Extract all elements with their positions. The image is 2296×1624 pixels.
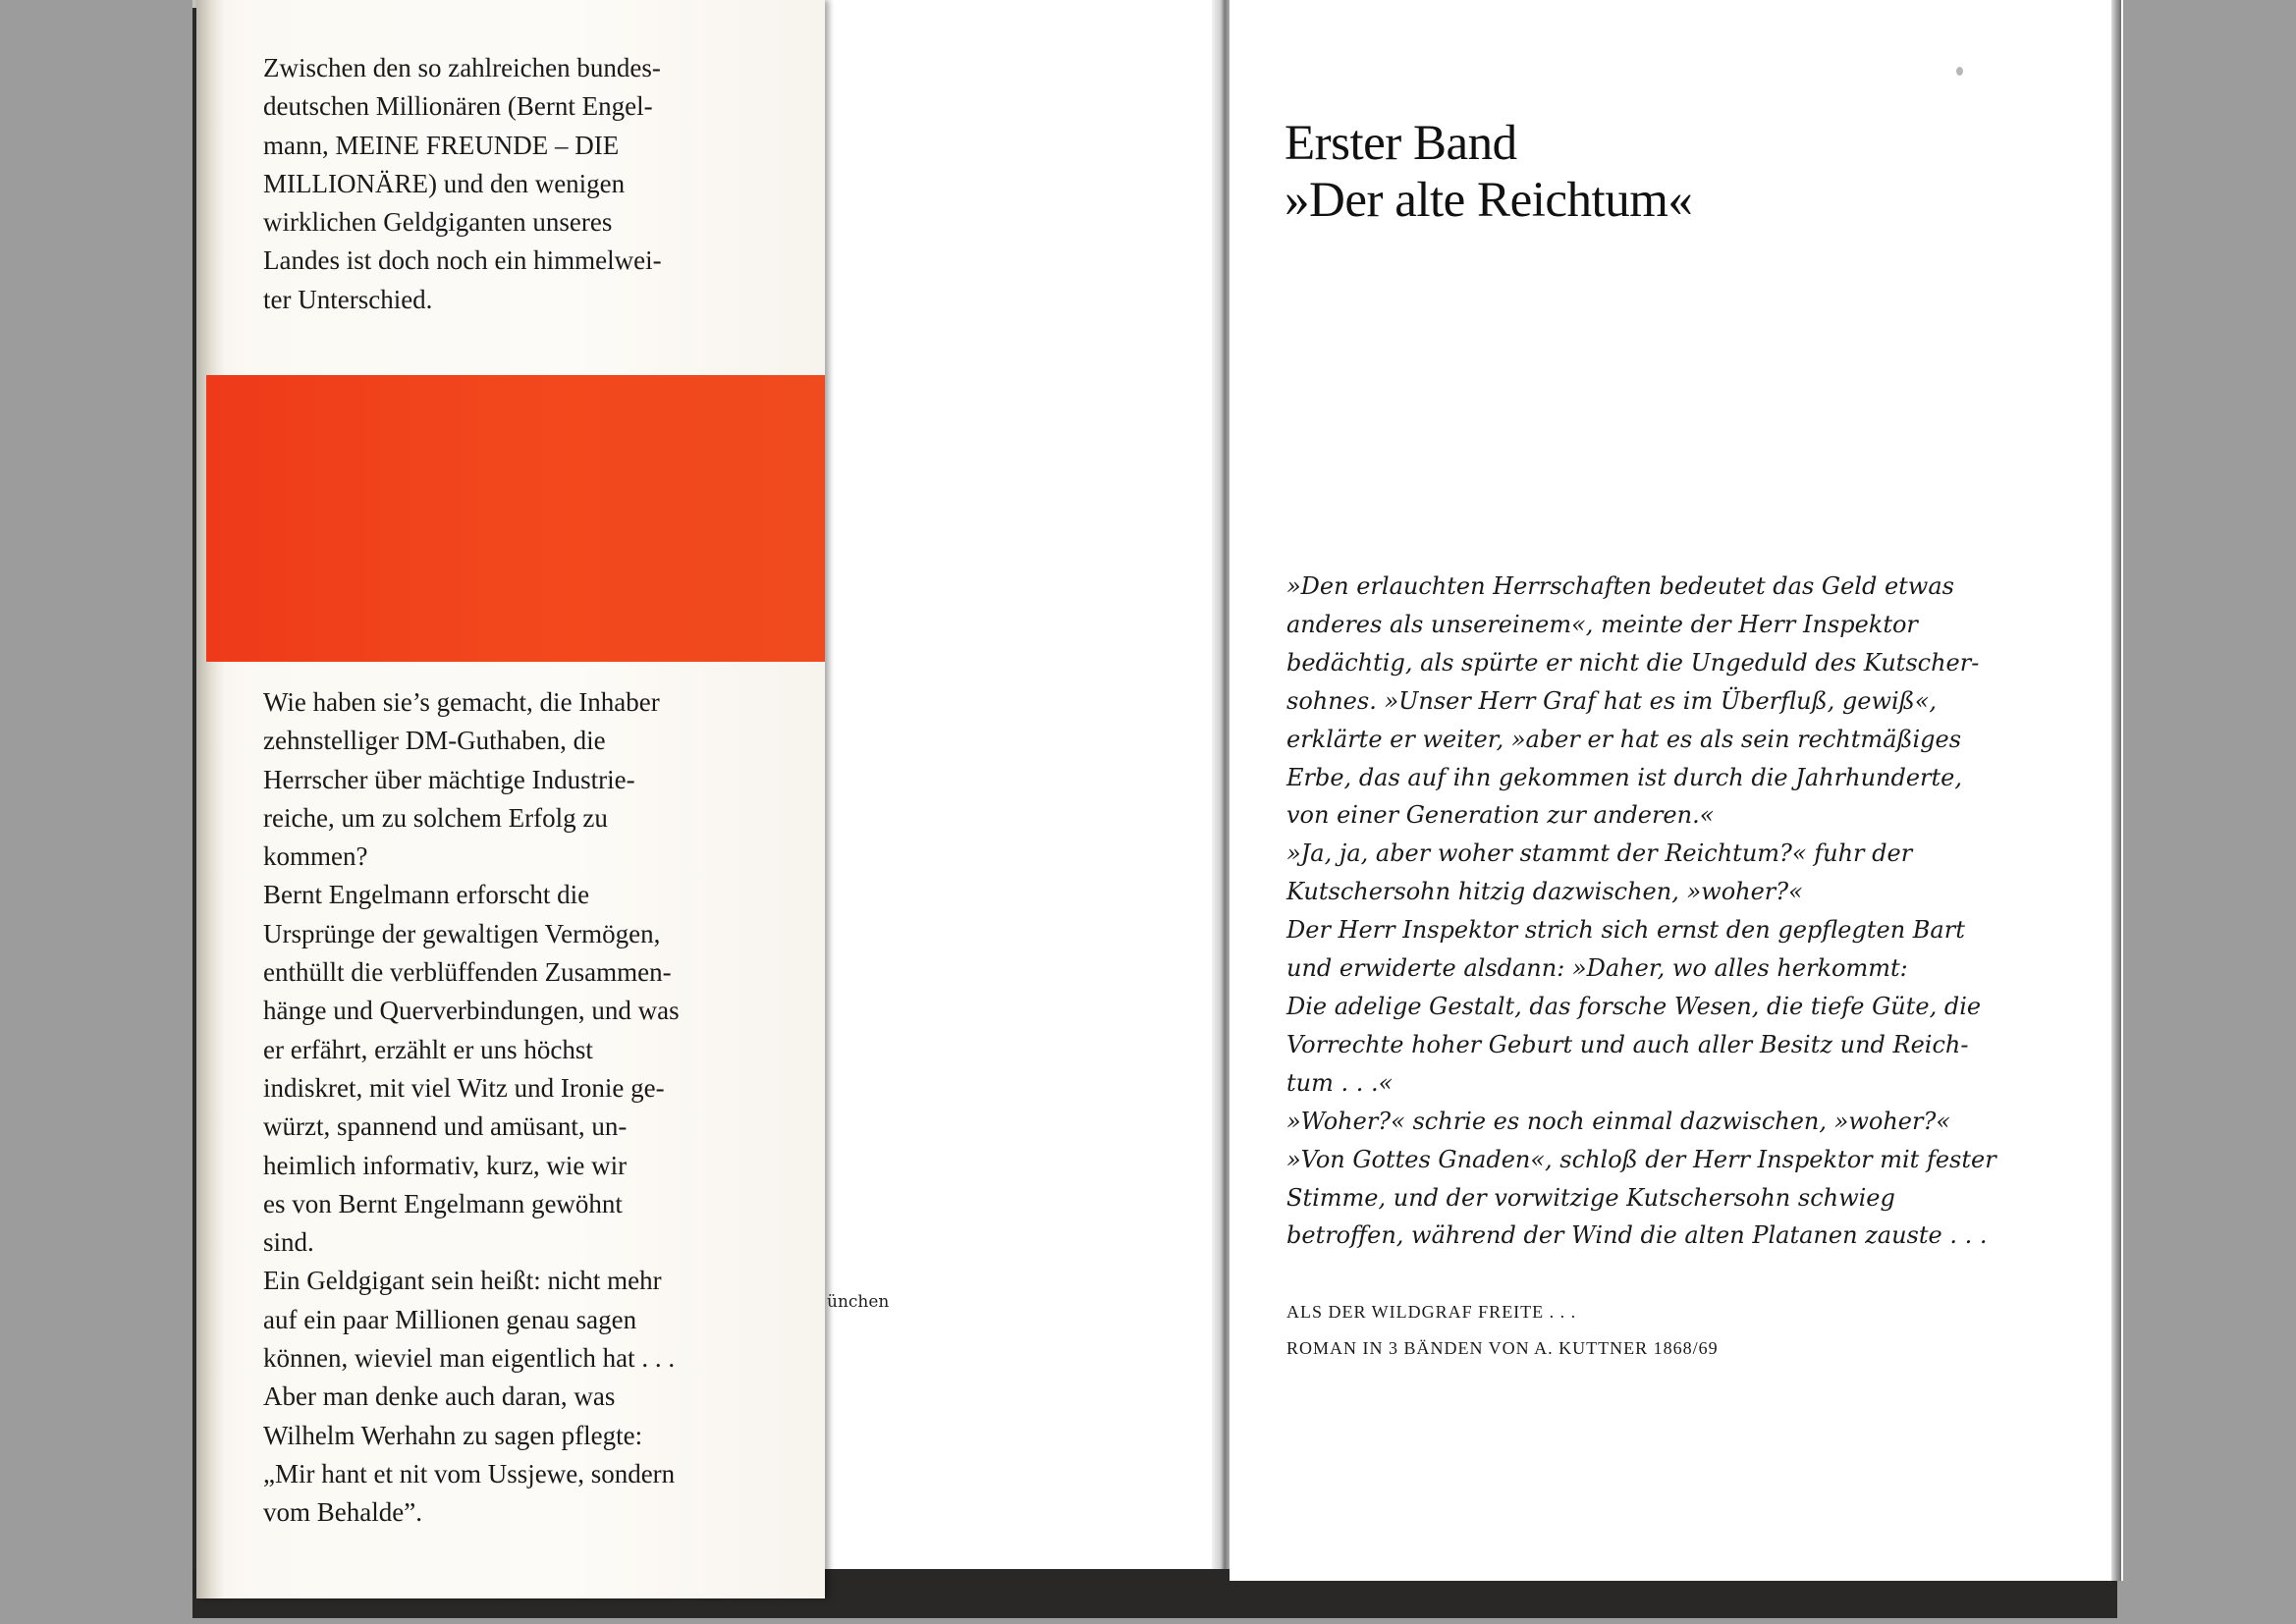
quote-line: bedächtig, als spürte er nicht die Ungeduld des Kutscher- xyxy=(1286,648,1980,677)
quote-line: anderes als unsereinem«, meinte der Herr Inspektor xyxy=(1286,610,1918,638)
flap-paragraph-2: Wie haben sie’s gemacht, die Inhaber zehnstelliger DM-Guthaben, die Herrscher über mächtige Industrie- reiche, um zu solchem Erfolg zu kommen? Bernt Engelmann erforscht die Ursprünge der gewaltigen Vermögen, enthüllt die verblüffenden Zusammen- hänge und Querverbindungen, und was er erfährt, erzählt er uns höchst indiskret, mit viel Witz und Ironie ge- würzt, spannend und amüsant, un- heimlich informativ, kurz, wie wir es von Bernt Engelmann gewöhnt sind. Ein Geldgigant sein heißt: nicht mehr auf ein paar Millionen genau sagen können, wieviel man eigentlich hat . . . Aber man denke auch daran, was Wilhelm Werhahn zu sagen pflegte: „Mir hant et nit vom Ussjewe, sondern vom Behalde”. xyxy=(263,687,680,1528)
quote-line: und erwiderte alsdann: »Daher, wo alles herkommt: xyxy=(1286,954,1908,983)
left-page xyxy=(815,0,1220,1569)
quote-line: von einer Generation zur anderen.« xyxy=(1286,801,1715,830)
quote-line: sohnes. »Unser Herr Graf hat es im Überfluß, gewiß«, xyxy=(1286,686,1938,715)
quote-line: »Den erlauchten Herrschaften bedeutet das Geld etwas xyxy=(1286,572,1954,600)
quote-line: erklärte er weiter, »aber er hat es als sein rechtmäßiges xyxy=(1286,725,1962,753)
quote-line: Erbe, das auf ihn gekommen ist durch die Jahrhunderte, xyxy=(1286,763,1962,791)
source-title: ALS DER WILDGRAF FREITE . . . xyxy=(1286,1302,1577,1322)
right-page-edge xyxy=(2111,0,2121,1581)
volume-title-line-1: Erster Band xyxy=(1285,116,1517,171)
source-author: ROMAN IN 3 BÄNDEN VON A. KUTTNER 1868/69 xyxy=(1286,1338,1719,1358)
page-speck xyxy=(1956,67,1963,76)
quote-line: »Von Gottes Gnaden«, schloß der Herr Inspektor mit fester xyxy=(1286,1145,1996,1173)
imprint-city: ünchen xyxy=(827,1292,890,1312)
flap-red-band xyxy=(206,375,825,662)
flap-paragraph-1: Zwischen den so zahlreichen bundes- deutschen Millionären (Bernt Engel- mann, MEINE FREUNDE – DIE MILLIONÄRE) und den wenigen wirklichen Geldgiganten unseres Landes ist doch noch ein himmelwei- ter Unterschied. xyxy=(263,53,662,314)
volume-title xyxy=(1285,115,1692,229)
quote-line: »Ja, ja, aber woher stammt der Reichtum?« fuhr der xyxy=(1286,839,1913,868)
volume-title-line-2: »Der alte Reichtum« xyxy=(1285,173,1693,228)
quote-line: »Woher?« schrie es noch einmal dazwischen, »woher?« xyxy=(1286,1107,1950,1135)
quote-line: Vorrechte hoher Geburt und auch aller Besitz und Reich- xyxy=(1286,1030,1969,1058)
quote-line: Stimme, und der vorwitzige Kutschersohn schwieg xyxy=(1286,1183,1895,1212)
quote-line: Der Herr Inspektor strich sich ernst den gepflegten Bart xyxy=(1286,916,1965,945)
epigraph-quote xyxy=(1286,568,2052,1255)
quote-line: Kutschersohn hitzig dazwischen, »woher?« xyxy=(1286,878,1803,906)
quote-line: tum . . .« xyxy=(1286,1068,1394,1097)
quote-line: betroffen, während der Wind die alten Platanen zauste . . . xyxy=(1286,1221,1988,1250)
quote-line: Die adelige Gestalt, das forsche Wesen, die tiefe Güte, die xyxy=(1286,992,1982,1020)
flap-fold-shadow xyxy=(196,0,224,1598)
